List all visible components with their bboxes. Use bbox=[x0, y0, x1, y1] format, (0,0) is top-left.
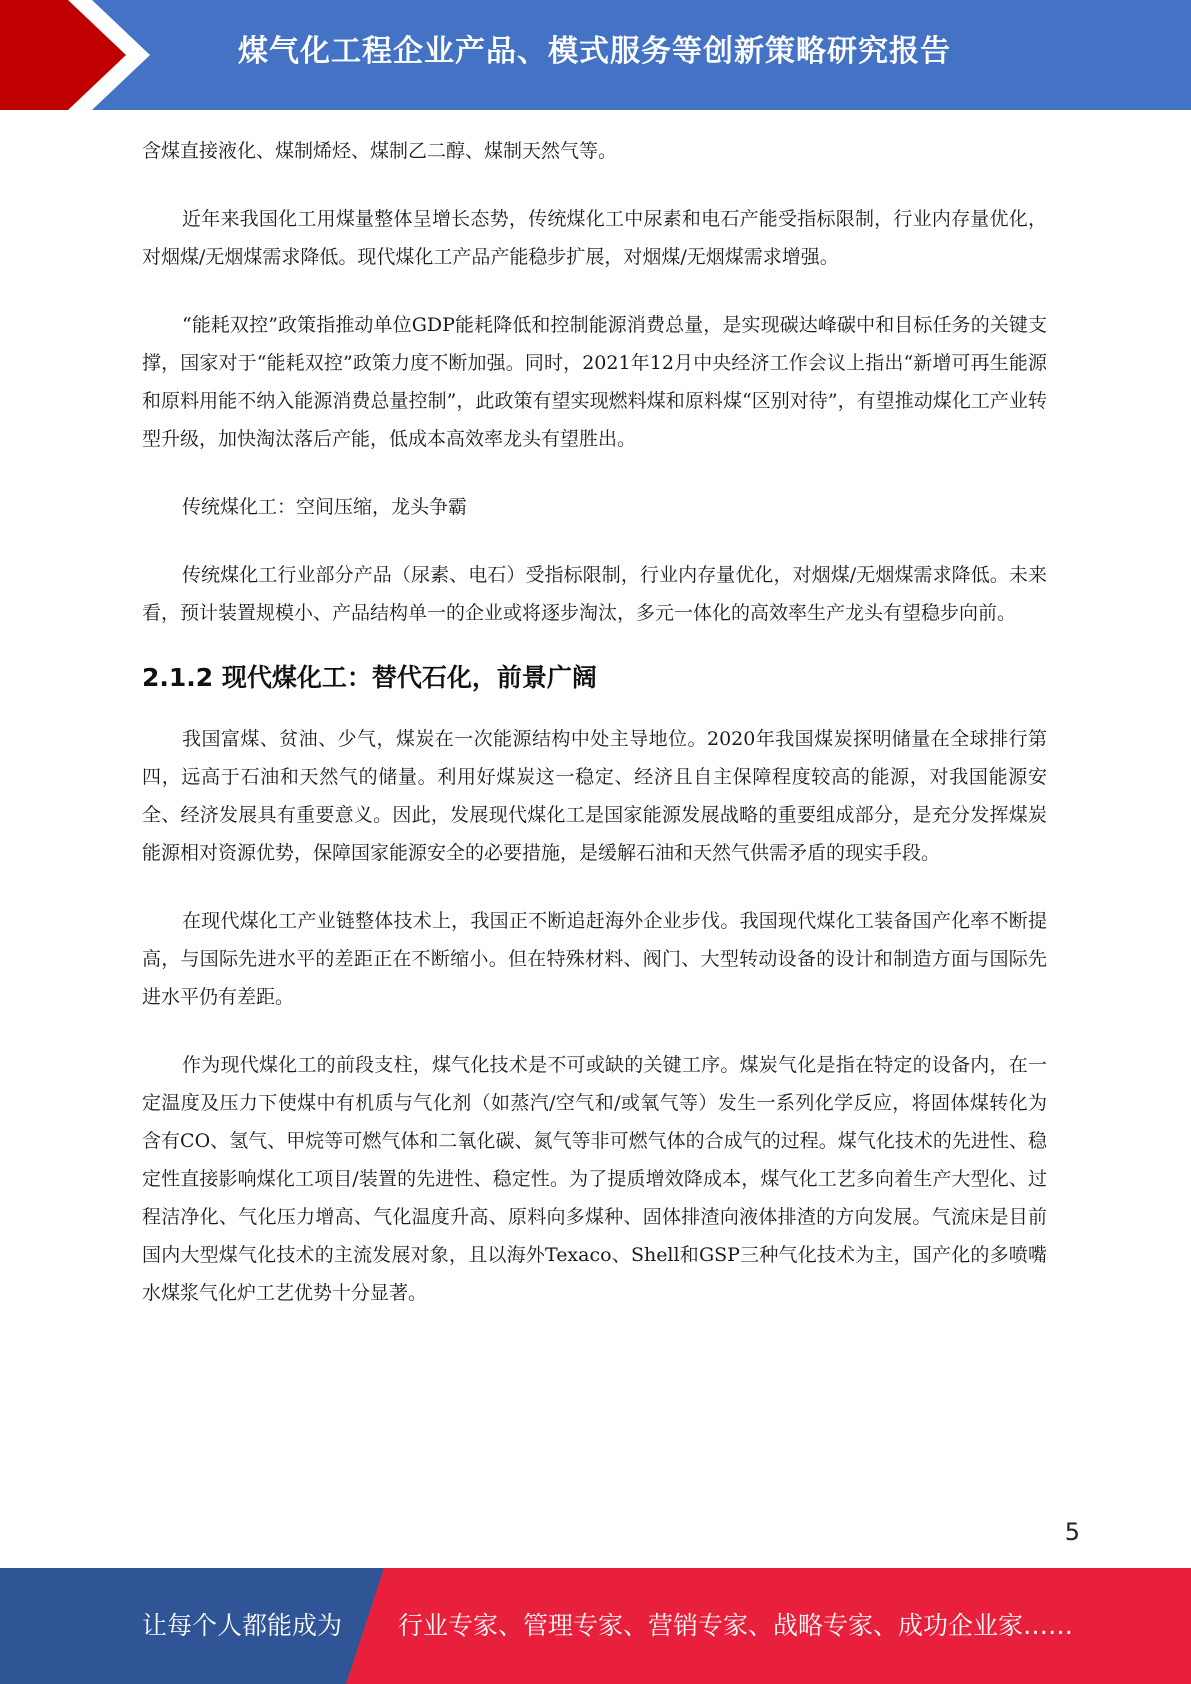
paragraph: 作为现代煤化工的前段支柱，煤气化技术是不可或缺的关键工序。煤炭气化是指在特定的设备内，在一定温度及压力下使煤中有机质与气化剂（如蒸汽/空气和/或氧气等）发生一系列化学反应，将固体煤转化为含有CO、氢气、甲烷等可燃气体和二氧化碳、氮气等非可燃气体的合成气的过程。煤气化技术的先进性、稳定性直接影响煤化工项目/装置的先进性、稳定性。为了提质增效降成本，煤气化工艺多向着生产大型化、过程洁净化、气化压力增高、气化温度升高、原料向多煤种、固体排渣向液体排渣的方向发展。气流床是目前国内大型煤气化技术的主流发展对象，且以海外Texaco、Shell和GSP三种气化技术为主，国产化的多喷嘴水煤浆气化炉工艺优势十分显著。 bbox=[142, 1054, 1047, 1304]
paragraph: 含煤直接液化、煤制烯烃、煤制乙二醇、煤制天然气等。 bbox=[142, 140, 618, 162]
paragraph: 近年来我国化工用煤量整体呈增长态势，传统煤化工中尿素和电石产能受指标限制，行业内存量优化，对烟煤/无烟煤需求降低。现代煤化工产品产能稳步扩展，对烟煤/无烟煤需求增强。 bbox=[142, 208, 1047, 268]
paragraph: 我国富煤、贫油、少气，煤炭在一次能源结构中处主导地位。2020年我国煤炭探明储量在全球排行第四，远高于石油和天然气的储量。利用好煤炭这一稳定、经济且自主保障程度较高的能源，对我国能源安全、经济发展具有重要意义。因此，发展现代煤化工是国家能源发展战略的重要组成部分，是充分发挥煤炭能源相对资源优势，保障国家能源安全的必要措施，是缓解石油和天然气供需矛盾的现实手段。 bbox=[142, 728, 1047, 864]
footer-slogan-right: 行业专家、管理专家、营销专家、战略专家、成功企业家…… bbox=[398, 1611, 1074, 1640]
paragraph: 传统煤化工：空间压缩，龙头争霸 bbox=[182, 496, 468, 518]
header-title: 煤气化工程企业产品、模式服务等创新策略研究报告 bbox=[238, 34, 951, 69]
paragraph: 传统煤化工行业部分产品（尿素、电石）受指标限制，行业内存量优化，对烟煤/无烟煤需求降低。未来看，预计装置规模小、产品结构单一的企业或将逐步淘汰，多元一体化的高效率生产龙头有望稳步向前。 bbox=[142, 564, 1047, 624]
page-number: 5 bbox=[1064, 1518, 1080, 1546]
paragraph: 在现代煤化工产业链整体技术上，我国正不断追赶海外企业步伐。我国现代煤化工装备国产化率不断提高，与国际先进水平的差距正在不断缩小。但在特殊材料、阀门、大型转动设备的设计和制造方面与国际先进水平仍有差距。 bbox=[142, 910, 1047, 1008]
page-header bbox=[0, 0, 1191, 110]
paragraph: “能耗双控”政策指推动单位GDP能耗降低和控制能源消费总量，是实现碳达峰碳中和目标任务的关键支撑，国家对于“能耗双控”政策力度不断加强。同时，2021年12月中央经济工作会议上指出“新增可再生能源和原料用能不纳入能源消费总量控制”，此政策有望实现燃料煤和原料煤“区别对待”，有望推动煤化工产业转型升级，加快淘汰落后产能，低成本高效率龙头有望胜出。 bbox=[142, 314, 1047, 450]
section-heading: 2.1.2 现代煤化工：替代石化，前景广阔 bbox=[142, 663, 597, 692]
header-arrow-graphic bbox=[0, 0, 200, 110]
document-body bbox=[142, 132, 1047, 1312]
footer-slogan-left: 让每个人都能成为 bbox=[142, 1611, 343, 1640]
page-footer bbox=[0, 1568, 1191, 1684]
